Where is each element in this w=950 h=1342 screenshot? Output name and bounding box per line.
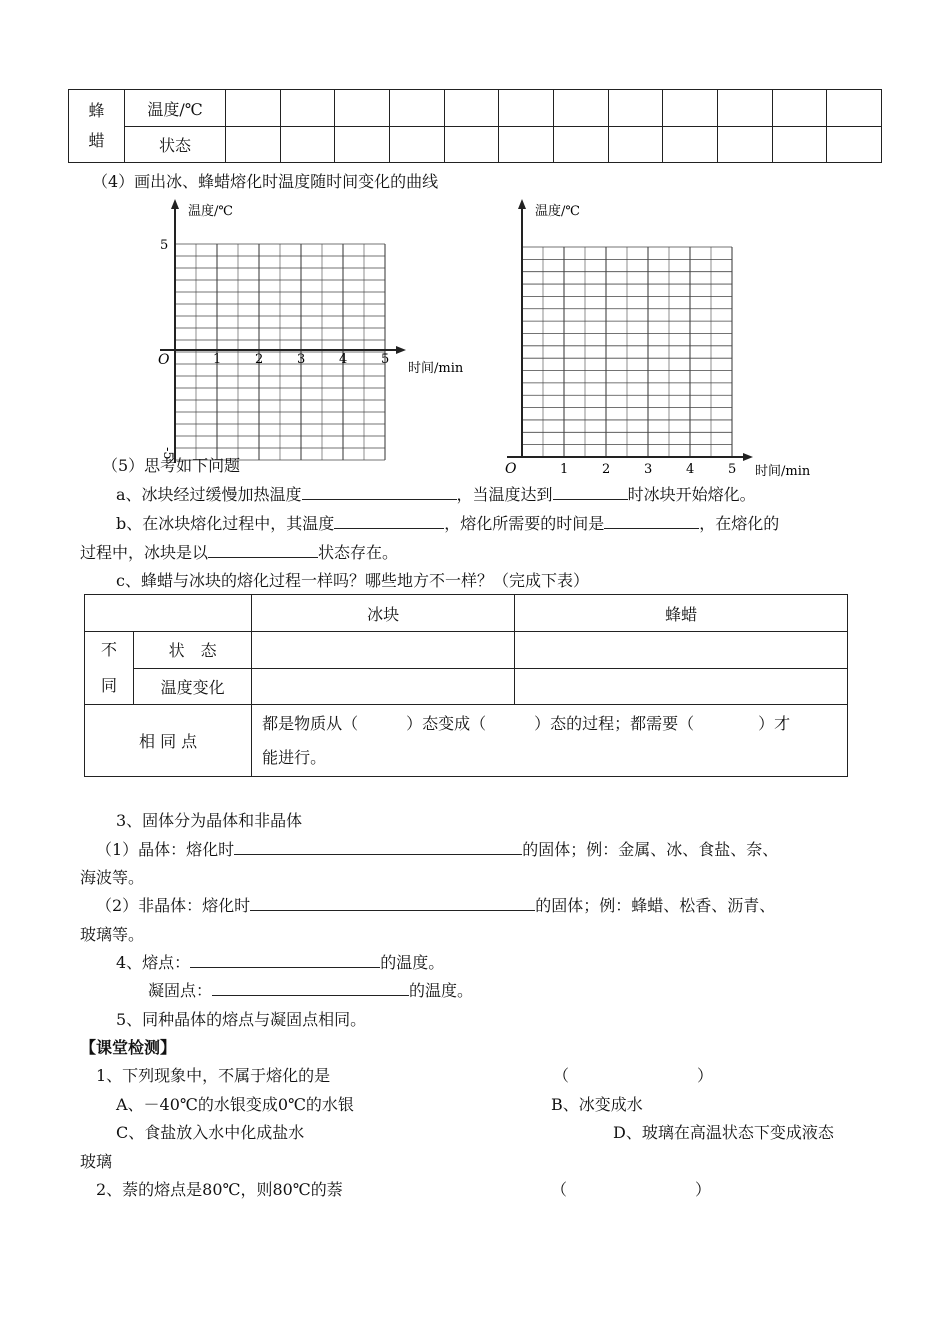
wax-origin: O (505, 461, 517, 477)
x-tick-label: 3 (297, 352, 306, 367)
s5: 5、同种晶体的熔点与凝固点相同。 (116, 1010, 367, 1029)
ice-ytick-neg5: -5 (160, 447, 175, 460)
table-cell[interactable] (827, 127, 882, 163)
row-temp-label: 温度变化 (134, 668, 252, 705)
wax-record-table (68, 89, 882, 163)
q1-option-b[interactable]: B、冰变成水 (551, 1095, 643, 1114)
table-cell[interactable] (444, 127, 499, 163)
table-cell[interactable] (389, 127, 444, 163)
table-cell[interactable] (252, 632, 515, 669)
s3-p2b: 玻璃等。 (80, 925, 145, 944)
table-cell[interactable] (772, 127, 827, 163)
table-cell[interactable] (226, 90, 281, 127)
q5-a: a、冰块经过缓慢加热温度 ，当温度达到 时冰块开始熔化。 (116, 485, 756, 504)
same-label: 相 同 点 (85, 705, 252, 777)
q5-title: （5）思考如下问题 (102, 456, 241, 475)
table-cell[interactable] (515, 668, 848, 705)
wax-x-arrow-icon (743, 453, 753, 461)
ice-graph[interactable] (150, 195, 490, 470)
x-tick-label: 1 (560, 462, 569, 477)
wax-graph[interactable] (497, 195, 837, 485)
table-cell[interactable] (515, 632, 848, 669)
table-cell[interactable] (553, 127, 608, 163)
q1-option-d-cont: 玻璃 (80, 1152, 113, 1171)
table-cell[interactable] (335, 127, 390, 163)
table-cell (85, 595, 252, 632)
table-cell[interactable] (663, 127, 718, 163)
q4-title: （4）画出冰、蜂蜡熔化时温度随时间变化的曲线 (92, 172, 439, 191)
ice-xlabel: 时间/min (408, 361, 464, 376)
x-tick-label: 2 (255, 352, 264, 367)
x-tick-label: 4 (339, 352, 348, 367)
blank-field[interactable] (212, 981, 409, 996)
table-cell[interactable] (226, 127, 281, 163)
table-cell[interactable] (252, 668, 515, 705)
blank-field[interactable] (553, 485, 628, 500)
q1-option-d[interactable]: D、玻璃在高温状态下变成液态 (613, 1123, 834, 1142)
q1-answer-paren[interactable]: （ ） (553, 1066, 714, 1085)
blank-field[interactable] (334, 514, 444, 529)
q2-answer-paren[interactable]: （ ） (551, 1180, 712, 1199)
table-cell[interactable] (444, 90, 499, 127)
table-cell[interactable] (335, 90, 390, 127)
x-tick-label: 3 (644, 462, 653, 477)
table-cell[interactable] (389, 90, 444, 127)
blank-field[interactable] (190, 953, 380, 968)
x-tick-label: 5 (381, 352, 390, 367)
table-cell[interactable] (717, 127, 772, 163)
q5-b: b、在冰块熔化过程中，其温度 ，熔化所需要的时间是 ，在熔化的 (116, 514, 780, 533)
table-cell[interactable] (499, 90, 554, 127)
ice-origin: O (158, 352, 170, 368)
q1-option-a[interactable]: A、－40℃的水银变成0℃的水银 (116, 1095, 354, 1114)
s4-melt: 4、熔点： 的温度。 (116, 953, 445, 972)
wax-xlabel: 时间/min (755, 464, 811, 479)
wax-graph-grid (522, 247, 732, 457)
s3-p2: （2）非晶体：熔化时 的固体；例：蜂蜡、松香、沥青、 (96, 896, 776, 915)
check-title: 【课堂检测】 (80, 1038, 177, 1057)
table-cell[interactable] (717, 90, 772, 127)
blank-field[interactable] (234, 840, 522, 855)
q1-option-c[interactable]: C、食盐放入水中化成盐水 (116, 1123, 305, 1142)
table-cell[interactable] (827, 90, 882, 127)
s3-title: 3、固体分为晶体和非晶体 (116, 811, 303, 830)
x-tick-label: 4 (686, 462, 695, 477)
same-text[interactable]: 都是物质从（ ）态变成（ ）态的过程；都需要（ ）才 能进行。 (252, 705, 848, 777)
x-tick-label: 2 (602, 462, 611, 477)
ice-y-arrow-icon (171, 199, 179, 209)
compare-table (84, 594, 848, 777)
q5-b-cont: 过程中，冰块是以 状态存在。 (80, 543, 399, 562)
ice-graph-grid (175, 244, 385, 460)
col-wax-header: 蜂蜡 (515, 595, 848, 632)
table-cell[interactable] (553, 90, 608, 127)
s4-freeze: 凝固点： 的温度。 (148, 981, 474, 1000)
ice-ylabel: 温度/℃ (188, 204, 233, 219)
row-state-label: 状 态 (134, 632, 252, 669)
blank-field[interactable] (250, 896, 535, 911)
x-tick-label: 1 (213, 352, 222, 367)
blank-field[interactable] (208, 543, 318, 558)
q5-c: c、蜂蜡与冰块的熔化过程一样吗？哪些地方不一样？（完成下表） (116, 571, 589, 590)
state-row-label: 状态 (125, 127, 226, 163)
table-cell[interactable] (608, 127, 663, 163)
wax-row-header: 蜂 蜡 (69, 90, 125, 163)
x-tick-label: 5 (728, 462, 737, 477)
s3-p1: （1）晶体：熔化时 的固体；例：金属、冰、食盐、奈、 (96, 840, 779, 859)
s3-p1b: 海波等。 (80, 868, 145, 887)
diff-label: 不 同 (85, 632, 134, 705)
blank-field[interactable] (302, 485, 457, 500)
q2: 2、萘的熔点是80℃，则80℃的萘 (96, 1180, 343, 1199)
wax-ylabel: 温度/℃ (535, 204, 580, 219)
blank-field[interactable] (604, 514, 699, 529)
ice-x-arrow-icon (396, 346, 406, 354)
table-cell[interactable] (663, 90, 718, 127)
temperature-row-label: 温度/℃ (125, 90, 226, 127)
col-ice-header: 冰块 (252, 595, 515, 632)
table-cell[interactable] (280, 90, 335, 127)
table-cell[interactable] (608, 90, 663, 127)
wax-y-arrow-icon (518, 199, 526, 209)
table-cell[interactable] (772, 90, 827, 127)
table-cell[interactable] (280, 127, 335, 163)
table-cell[interactable] (499, 127, 554, 163)
ice-ytick-5: 5 (160, 238, 169, 253)
q1: 1、下列现象中，不属于熔化的是 (96, 1066, 331, 1085)
